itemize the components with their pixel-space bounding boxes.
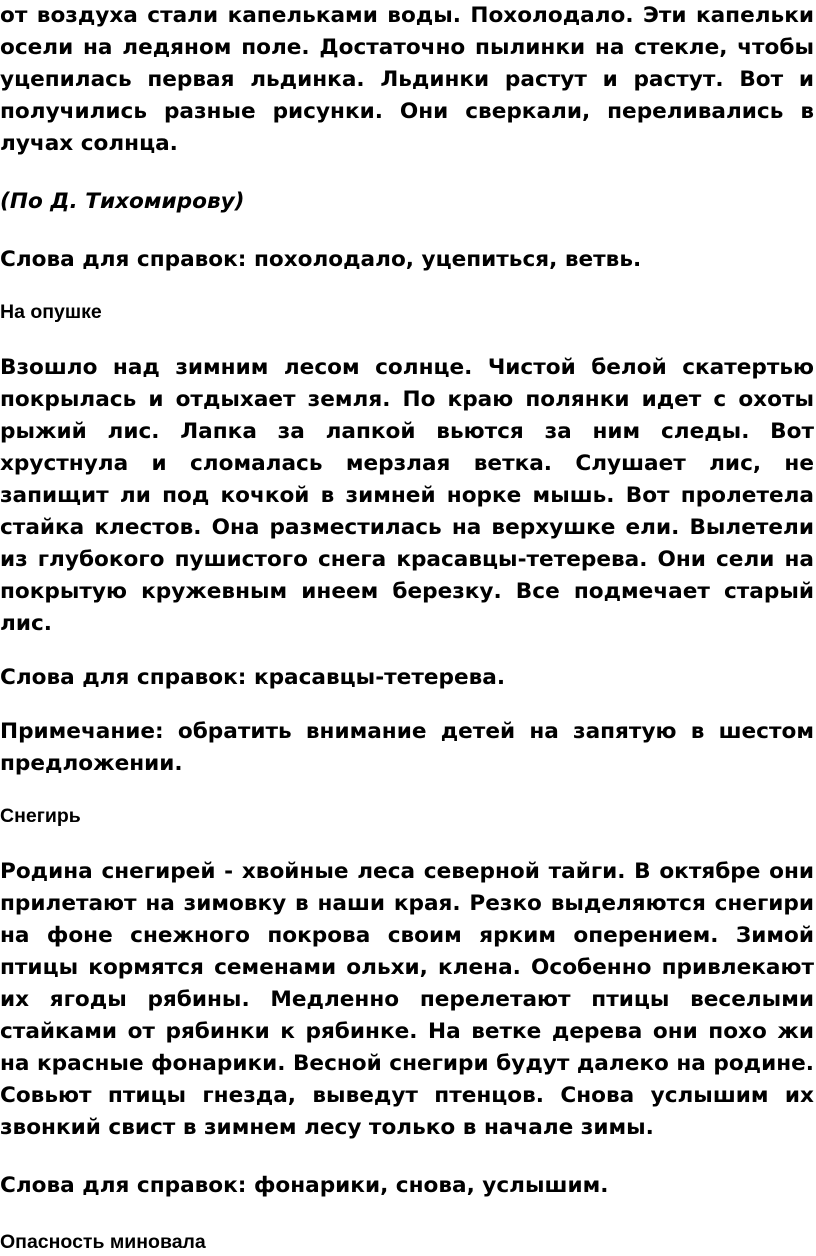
- story3-hint: Слова для справок: фонарики, снова, услышим.: [0, 1173, 609, 1198]
- story1-body: от воздуха стали капельками воды. Похолодало. Эти капельки осели на ледяном поле. Достаточно пылинки на стекле, чтобы уцепилась первая льдинка. Льдинки растут и растут. Вот и получились разные рисунки. Они сверкали, переливались в лучах солнца.: [0, 3, 814, 156]
- story2-note: Примечание: обратить внимание детей на запятую в шестом предложении.: [0, 719, 814, 776]
- story1-author: (По Д. Тихомирову): [0, 189, 245, 214]
- story2-title: На опушке: [0, 301, 102, 323]
- story4-title: Опасность миновала: [0, 1231, 206, 1253]
- story3-body: Родина снегирей - хвойные леса северной тайги. В октябре они прилетают на зимовку в наши края. Резко выделяются снегири на фоне снежного покрова своим ярким оперением. Зимой птицы кормятся семенами ольхи, клена. Особенно привлекают их ягоды рябины. Медленно перелетают птицы веселыми стайками от рябинки к рябинке. На ветке дерева они похо жи на красные фонарики. Весной снегири будут далеко на родине. Совьют птицы гнезда, выведут птенцов. Снова услышим их звонкий свист в зимнем лесу только в начале зимы.: [0, 859, 814, 1140]
- story3-title: Снегирь: [0, 805, 81, 827]
- story2-body: Взошло над зимним лесом солнце. Чистой белой скатертью покрылась и отдыхает земля. По краю полянки идет с охоты рыжий лис. Лапка за лапкой вьются за ним следы. Вот хрустнула и сломалась мерзлая ветка. Слушает лис, не запищит ли под кочкой в зимней норке мышь. Вот пролетела стайка клестов. Она разместилась на верхушке ели. Вылетели из глубокого пушистого снега красавцы-тетерева. Они сели на покрытую кружевным инеем березку. Все подмечает старый лис.: [0, 355, 814, 636]
- story2-hint: Слова для справок: красавцы-тетерева.: [0, 665, 506, 690]
- story1-hint: Слова для справок: похолодало, уцепиться, ветвь.: [0, 247, 642, 272]
